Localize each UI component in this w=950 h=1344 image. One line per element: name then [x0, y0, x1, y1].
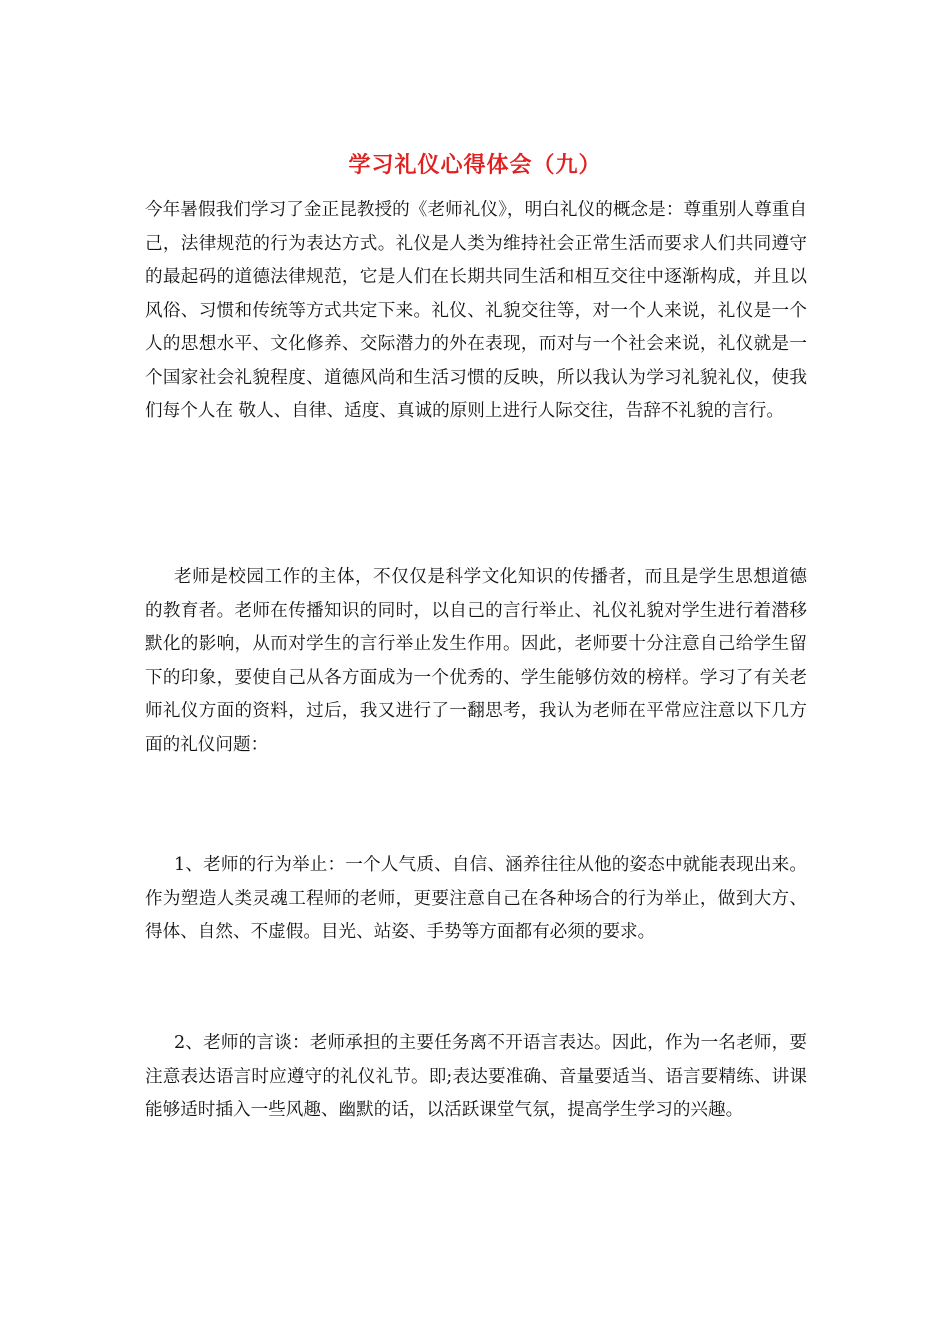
paragraph-intro: 今年暑假我们学习了金正昆教授的《老师礼仪》，明白礼仪的概念是：尊重别人尊重自己，法律规范的行为表达方式。礼仪是人类为维持社会正常生活而要求人们共同遵守的最起码的道德法律规范，它是人们在长期共同生活和相互交往中逐渐构成，并且以风俗、习惯和传统等方式共定下来。礼仪、礼貌交往等，对一个人来说，礼仪是一个人的思想水平、文化修养、交际潜力的外在表现，而对与一个社会来说，礼仪就是一个国家社会礼貌程度、道德风尚和生活习惯的反映，所以我认为学习礼貌礼仪，使我们每个人在 敬人、自律、适度、真诚的原则上进行人际交往，告辞不礼貌的言行。: [145, 200, 807, 421]
paragraph-behavior: 1、老师的行为举止：一个人气质、自信、涵养往往从他的姿态中就能表现出来。作为塑造人类灵魂工程师的老师，更要注意自己在各种场合的行为举止，做到大方、得体、自然、不虚假。目光、站姿、手势等方面都有必须的要求。: [145, 855, 807, 942]
paragraph-teacher-role: 老师是校园工作的主体，不仅仅是科学文化知识的传播者，而且是学生思想道德的教育者。老师在传播知识的同时，以自己的言行举止、礼仪礼貌对学生进行着潜移默化的影响，从而对学生的言行举止发生作用。因此，老师要十分注意自己给学生留下的印象，要使自己从各方面成为一个优秀的、学生能够仿效的榜样。学习了有关老师礼仪方面的资料，过后，我又进行了一翻思考，我认为老师在平常应注意以下几方面的礼仪问题：: [145, 567, 807, 755]
document-title: 学习礼仪心得体会（九）: [348, 152, 602, 178]
paragraph-speech: 2、老师的言谈：老师承担的主要任务离不开语言表达。因此，作为一名老师，要注意表达语言时应遵守的礼仪礼节。即;表达要准确、音量要适当、语言要精练、讲课能够适时插入一些风趣、幽默的话，以活跃课堂气氛，提高学生学习的兴趣。: [145, 1033, 807, 1120]
